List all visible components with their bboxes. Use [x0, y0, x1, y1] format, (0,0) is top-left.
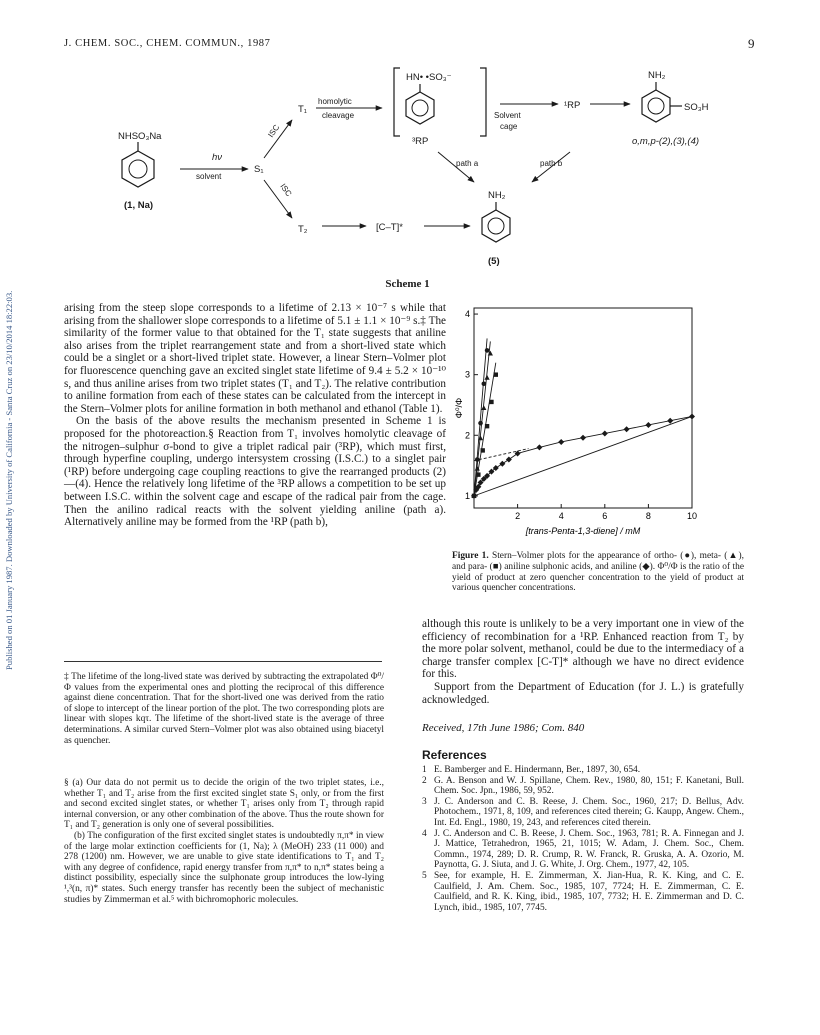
right-paragraph-2: Support from the Department of Education (for J. L.) is gratefully acknowledged. — [422, 680, 744, 706]
reference-item: 4 J. C. Anderson and C. B. Reese, J. Chem. Soc., 1963, 781; R. A. Finnegan and J. J. Mattice, Tetrahedron, 1965, 21, 1015; W. Adam, J. Chem. Soc., Chem. Commn., 1974, 289; D. R. Crump, R. W. Franck, R. Gruska, A. A. Ozorio, M. Paynotta, G. J. Siuta, and J. G. White, J. Org. Chem., 1977, 42, 105. — [422, 828, 744, 871]
aniline-point — [624, 426, 630, 432]
received-date: Received, 17th June 1986; Com. 840 — [422, 722, 585, 734]
ortho-fit-line — [474, 338, 487, 495]
right-paragraph-1: although this route is unlikely to be a very important one in view of the efficiency of recombination for a ¹RP. Enhanced reaction from T₂ by the more polar solvent, methanol, could be due to the intermediacy of a charge transfer complex [C-T]* although we have no direct evidence for this. — [422, 618, 744, 681]
product-benzene-ring — [642, 82, 682, 122]
footnote-section — [64, 778, 384, 905]
isc-lower-label: ISC — [278, 181, 294, 199]
y-axis-label: Φ⁰/Φ — [454, 397, 464, 419]
meta-point — [481, 405, 486, 410]
three-rp-label: ³RP — [412, 136, 429, 147]
t2-state: T₂ — [298, 224, 308, 235]
s1-state: S₁ — [254, 164, 264, 175]
start-substituent: NHSO₃Na — [118, 131, 162, 142]
y-tick-label: 3 — [464, 369, 470, 380]
solvent-cage-line1: Solvent — [494, 111, 521, 120]
product-label: o,m,p-(2),(3),(4) — [632, 136, 700, 147]
aniline-fit-line — [474, 416, 692, 495]
homolytic-label: homolytic — [318, 97, 352, 106]
reference-item: 1 E. Bamberger and E. Hindermann, Ber., 1897, 30, 654. — [422, 765, 641, 775]
page-number: 9 — [748, 36, 755, 51]
radical-benzene-ring — [406, 84, 434, 124]
solvent-cage-line2: cage — [500, 122, 518, 131]
footnote-2a-text: § (a) Our data do not permit us to decide the origin of the two triplet states, i.e., whether T₁ and T₂ arise from the first excited singlet state S₁ only, or from the first and second excited singlet states, or whether T₁ arises only from T₂ through rapid internal conversion, or any other combination of the above. Thus the route shown for T₁ and T₂ generation is only one of several possibilities. — [64, 778, 384, 831]
t1-state: T₁ — [298, 104, 308, 115]
one-rp-label: ¹RP — [564, 100, 581, 111]
aniline-point — [499, 461, 505, 467]
product-nh2: NH₂ — [648, 70, 666, 81]
solvent-label: solvent — [196, 172, 222, 181]
references-heading: References — [422, 748, 487, 762]
aniline-benzene-ring — [482, 202, 510, 242]
figure-caption-label: Figure 1. — [452, 551, 489, 561]
para-point — [481, 448, 485, 452]
right-column-text — [422, 618, 744, 706]
left-column-text — [64, 302, 446, 529]
left-paragraph-2: On the basis of the above results the mechanism presented in Scheme 1 is proposed for the photoreaction.§ Reaction from T₁ involves homolytic cleavage of the nitrogen–sulphur σ-bond to give a triplet radical pair (³RP), which must first, through hyperfine coupling, undergo intersystem crossing (I.S.C.) to a singlet pair (¹RP) before undergoing cage coupling reactions to give the rearranged products (2)—(4). Hence the relatively long lifetime of the ³RP allows a competition to be set up between I.S.C. within the solvent cage and escape of the radical pair from the cage. Then the anilino radical reacts with the solvent yielding aniline (path a). Alternatively aniline may be formed from the ¹RP (path b), — [64, 415, 446, 529]
publication-watermark-text: Published on 01 January 1987. Downloaded by University of California - Santa Cruz on 23/10/2014 18:22:03. — [4, 290, 14, 670]
x-tick-label: 8 — [645, 511, 651, 521]
para-point — [494, 372, 498, 376]
path-b-label: path b — [540, 159, 563, 168]
x-tick-label: 6 — [602, 511, 608, 521]
footnote-double-dagger — [64, 672, 384, 746]
isc-upper-label: ISC — [266, 123, 282, 140]
references-list — [422, 765, 744, 913]
aniline-point — [536, 444, 542, 450]
x-tick-label: 10 — [686, 511, 698, 521]
para-point — [476, 472, 480, 476]
x-axis-label: [trans-Penta-1,3-diene] / mM — [525, 526, 641, 536]
start-compound-label: (1, Na) — [124, 200, 154, 211]
product-so3h: SO₃H — [684, 102, 709, 113]
left-paragraph-1: arising from the steep slope corresponds to a lifetime of 2.13 × 10⁻⁷ s while that arising from the shallower slope corresponds to a lifetime of 5.1 ± 1.1 × 10⁻⁹ s.‡ The similarity of the former value to that obtained for the T₁ state suggests that aniline also arises from the triplet rearrangement state and from a short-lived state which could be a singlet or a short-lived triplet state. However, a linear Stern–Volmer plot for fluorescence quenching gave an excited singlet state lifetime of 9.4 ± 5.2 × 10⁻¹⁰ s, and thus aniline arises from two triplet states (T₁ and T₂). The relative contribution to aniline formation from each of these states can be calculated from the intercept in the Stern–Volmer plots for aniline formation in both methanol and ethanol (Table 1). — [64, 302, 446, 415]
figure-caption-text: Stern–Volmer plots for the appearance of ortho- (●), meta- (▲), and para- (■) aniline sulphonic acids, and aniline (◆). Φ⁰/Φ is the ratio of the yield of product at zero quencher concentration to the yield of product at various quencher concentrations. — [452, 551, 745, 594]
figure-caption — [452, 551, 744, 594]
aniline-point — [506, 457, 512, 463]
scheme-caption: Scheme 1 — [385, 278, 430, 290]
x-tick-label: 2 — [515, 511, 521, 521]
radical-pair-label: HN• •SO₃⁻ — [406, 72, 452, 83]
reference-item: 5 See, for example, H. E. Zimmerman, X. Jian-Hua, R. K. King, and C. E. Caulfield, J. Am. Chem. Soc., 1985, 107, 7724; H. E. Zimmerman, C. E. Caulfield, and R. K. King, ibid., 1985, 107, 7732; H. E. Zimmerman and D. C. Lynch, ibid., 1985, 107, 7745. — [422, 870, 744, 913]
ortho-point — [485, 348, 490, 353]
aniline-label: (5) — [488, 256, 500, 267]
running-head: J. CHEM. SOC., CHEM. COMMUN., 1987 — [64, 38, 271, 49]
footnote-1-text: ‡ The lifetime of the long-lived state was derived by subtracting the extrapolated Φ⁰/Φ values from the experimental ones and plotting the reciprocal of this difference against diene concentration. That for the short-lived one was derived from the ratio of slope to intercept of the linear portion of the plot. The two corresponding plots are linear with slopes kqτ. The lifetime of the short-lived state is the average of three determinations. A similar curved Stern–Volmer plot was also obtained using biacetyl as quencher. — [64, 672, 384, 746]
start-benzene-ring — [122, 142, 154, 187]
cleavage-label: cleavage — [322, 111, 355, 120]
aniline-point — [558, 439, 564, 445]
reference-item: 2 G. A. Benson and W. J. Spillane, Chem. Rev., 1980, 80, 151; F. Kanetani, Bull. Chem. Soc. Jpn., 1986, 59, 952. — [422, 775, 744, 797]
x-tick-label: 4 — [558, 511, 564, 521]
aniline-point — [667, 418, 673, 424]
y-tick-label: 2 — [464, 430, 470, 441]
footnote-rule — [64, 661, 382, 662]
publication-watermark — [2, 150, 16, 670]
footnote-2b-text: (b) The configuration of the first excited singlet states is undoubtedly π,π* in view of the large molar extinction coefficients for (1, Na); λ (MeOH) 233 (11 000) and 278 (1200) nm. However, we are unable to give state identifications to T₁ and T₂ with any degree of confidence, rapid energy transfer from π,π* to n,π* states being a distinct possibility, especially since the sulphonate group introduces the low-lying ¹,³(n, π)* states. Such energy transfer has recently been the subject of mechanistic studies by Zimmerman et al.⁵ with bichromophoric molecules. — [64, 830, 384, 905]
aniline-point — [689, 413, 695, 419]
reference-item: 3 J. C. Anderson and C. B. Reese, J. Chem. Soc., 1960, 217; D. Bellus, Adv. Photochem., 1971, 8, 109, and references cited therein; G. Kaupp, Angew. Chem., Int. Ed. Engl., 1980, 19, 243, and references cited therein. — [422, 796, 744, 828]
y-tick-label: 1 — [464, 490, 470, 501]
y-tick-label: 4 — [464, 309, 470, 320]
aniline-point — [645, 422, 651, 428]
para-point — [485, 424, 489, 428]
ct-complex-label: [C–T]* — [376, 222, 403, 233]
meta-point — [484, 375, 489, 380]
path-a-label: path a — [456, 159, 479, 168]
para-point — [489, 400, 493, 404]
aniline-nh2: NH₂ — [488, 190, 506, 201]
plot-frame — [474, 308, 692, 508]
hv-label: hν — [212, 152, 223, 163]
figure-1-chart — [452, 300, 742, 546]
scheme-1-diagram — [60, 56, 760, 276]
aniline-point — [602, 430, 608, 436]
aniline-point — [580, 435, 586, 441]
